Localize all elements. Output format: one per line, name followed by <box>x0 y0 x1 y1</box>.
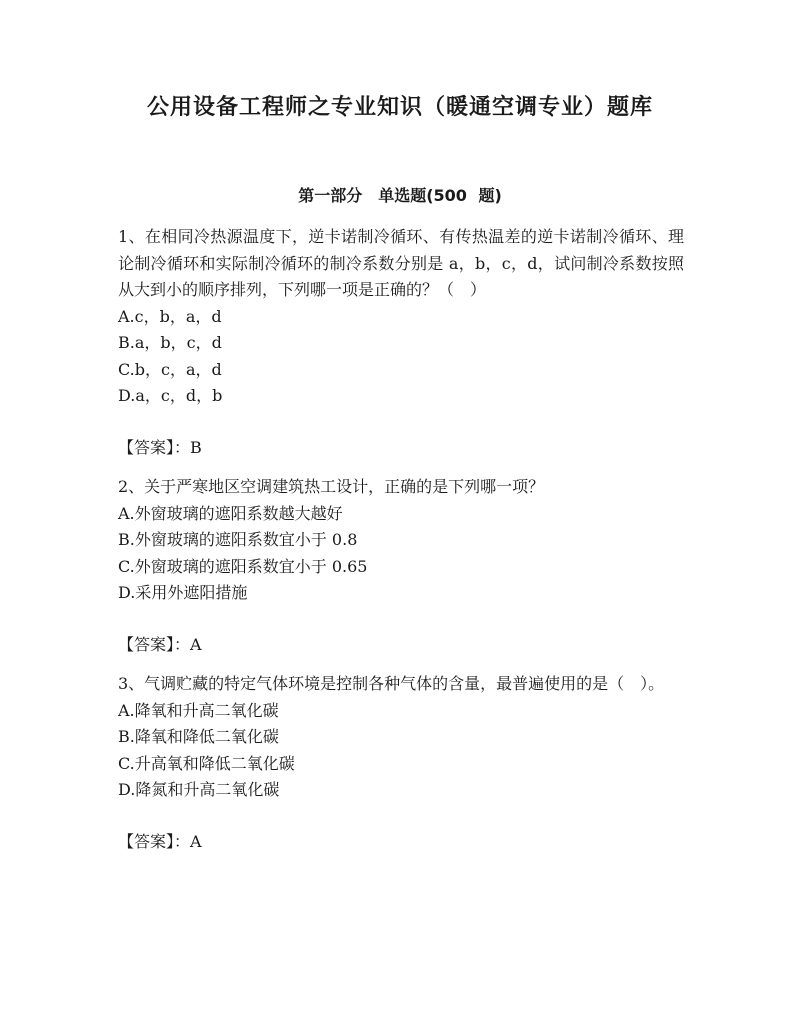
option-d: D.采用外遮阳措施 <box>118 583 248 602</box>
question-1 <box>118 224 684 461</box>
section-title: 第一部分 单选题(500 题) <box>298 186 502 205</box>
question-2 <box>118 474 684 658</box>
question-stem: 1、在相同冷热源温度下，逆卡诺制冷循环、有传热温差的逆卡诺制冷循环、理论制冷循环和实际制冷循环的制冷系数分别是 a，b，c，d，试问制冷系数按照从大到小的顺序排列，下列哪一项是正确的？（ ） <box>118 227 684 299</box>
option-d: D.a，c，d，b <box>118 386 223 405</box>
option-c: C.b，c，a，d <box>118 359 222 379</box>
option-c: C.升高氧和降低二氧化碳 <box>118 753 295 773</box>
option-a: A.降氧和升高二氧化碳 <box>118 700 279 720</box>
option-a: A.外窗玻璃的遮阳系数越大越好 <box>118 503 343 523</box>
option-a: A.c，b，a，d <box>118 306 222 326</box>
option-b: B.外窗玻璃的遮阳系数宜小于 0.8 <box>118 530 358 549</box>
option-b: B.a，b，c，d <box>118 333 222 352</box>
answer-line: 【答案】：A <box>118 634 202 654</box>
question-stem: 2、关于严寒地区空调建筑热工设计，正确的是下列哪一项？ <box>118 477 545 496</box>
question-stem: 3、气调贮藏的特定气体环境是控制各种气体的含量，最普遍使用的是（ ）。 <box>118 674 665 693</box>
document-title: 公用设备工程师之专业知识（暖通空调专业）题库 <box>146 95 653 120</box>
option-d: D.降氮和升高二氧化碳 <box>118 780 280 799</box>
answer-line: 【答案】：B <box>118 437 202 457</box>
answer-line: 【答案】：A <box>118 831 202 851</box>
question-list <box>118 224 684 868</box>
option-b: B.降氧和降低二氧化碳 <box>118 727 279 746</box>
question-3 <box>118 671 684 855</box>
option-c: C.外窗玻璃的遮阳系数宜小于 0.65 <box>118 556 368 576</box>
